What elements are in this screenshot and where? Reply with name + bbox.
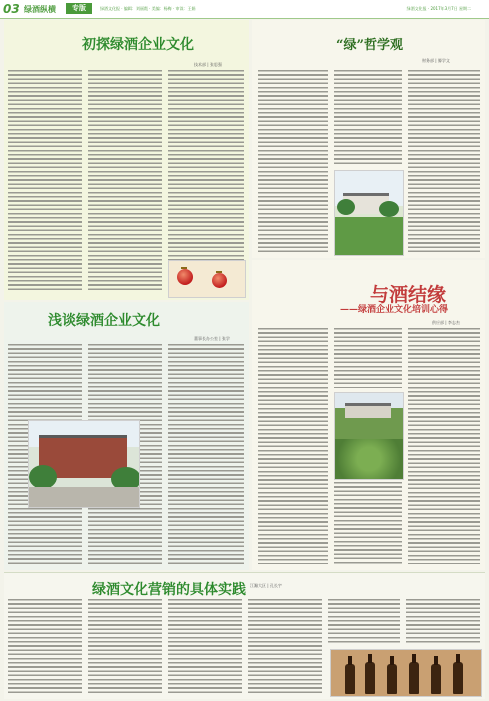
article-4-subheadline: ——绿酒企业文化培训心得 (340, 305, 449, 315)
article-2 (252, 20, 485, 258)
red-lanterns-icon (177, 269, 193, 285)
masthead-meta: 绿酒文化报 · 编辑：刘丽霞 · 美编：杨梅 · 审读：王娟 (100, 6, 196, 11)
wine-bottles-photo (330, 649, 482, 697)
article-3-column (168, 344, 244, 564)
factory-garden-photo (334, 170, 404, 256)
article-5-column (8, 599, 82, 695)
article-2-headline: “绿”哲学观 (336, 38, 403, 53)
wine-bottles-icon (345, 664, 355, 694)
lotus-pond-photo (334, 392, 404, 480)
article-2-column (408, 70, 480, 254)
article-4-column (408, 328, 480, 564)
article-5-column (328, 599, 400, 645)
article-5 (4, 572, 485, 699)
article-1-column (88, 70, 162, 292)
lotus-pond-icon (345, 403, 391, 418)
article-5-column (88, 599, 162, 695)
article-4-headline: 与酒结缘 (370, 284, 447, 306)
article-1-headline: 初探绿酒企业文化 (82, 37, 194, 53)
article-4-column (334, 328, 402, 388)
article-2-byline: 财务部 | 滕学文 (422, 58, 450, 63)
masthead-date: 绿酒文化报 · 2017年3月7日 星期二 (406, 6, 471, 11)
page-number: 03 (3, 2, 20, 16)
article-3-byline: 董事长办公室 | 张学 (194, 336, 230, 341)
article-5-column (168, 599, 242, 695)
lantern-photo (168, 260, 246, 298)
article-4-byline: 供应部 | 李志杰 (432, 320, 460, 325)
edition-tag: 专版 (66, 3, 92, 14)
article-3 (4, 302, 249, 570)
article-1 (4, 20, 249, 300)
section-name: 绿酒纵横 (24, 5, 56, 14)
article-5-column (406, 599, 480, 645)
factory-building-photo (28, 420, 140, 508)
article-5-column (248, 599, 322, 695)
article-2-column (258, 70, 328, 254)
article-5-byline: 江瀚大区 | 孔长宇 (250, 583, 282, 588)
article-4-column (334, 482, 402, 564)
article-5-headline: 绿酒文化营销的具体实践 (92, 582, 246, 598)
article-1-column (168, 70, 244, 260)
article-2-column (334, 70, 402, 166)
article-3-headline: 浅谈绿酒企业文化 (48, 313, 160, 329)
article-4 (252, 260, 485, 570)
article-1-column (8, 70, 82, 292)
article-4-column (258, 328, 328, 564)
article-1-byline: 技术部 | 张思强 (194, 62, 222, 67)
masthead (0, 0, 489, 19)
